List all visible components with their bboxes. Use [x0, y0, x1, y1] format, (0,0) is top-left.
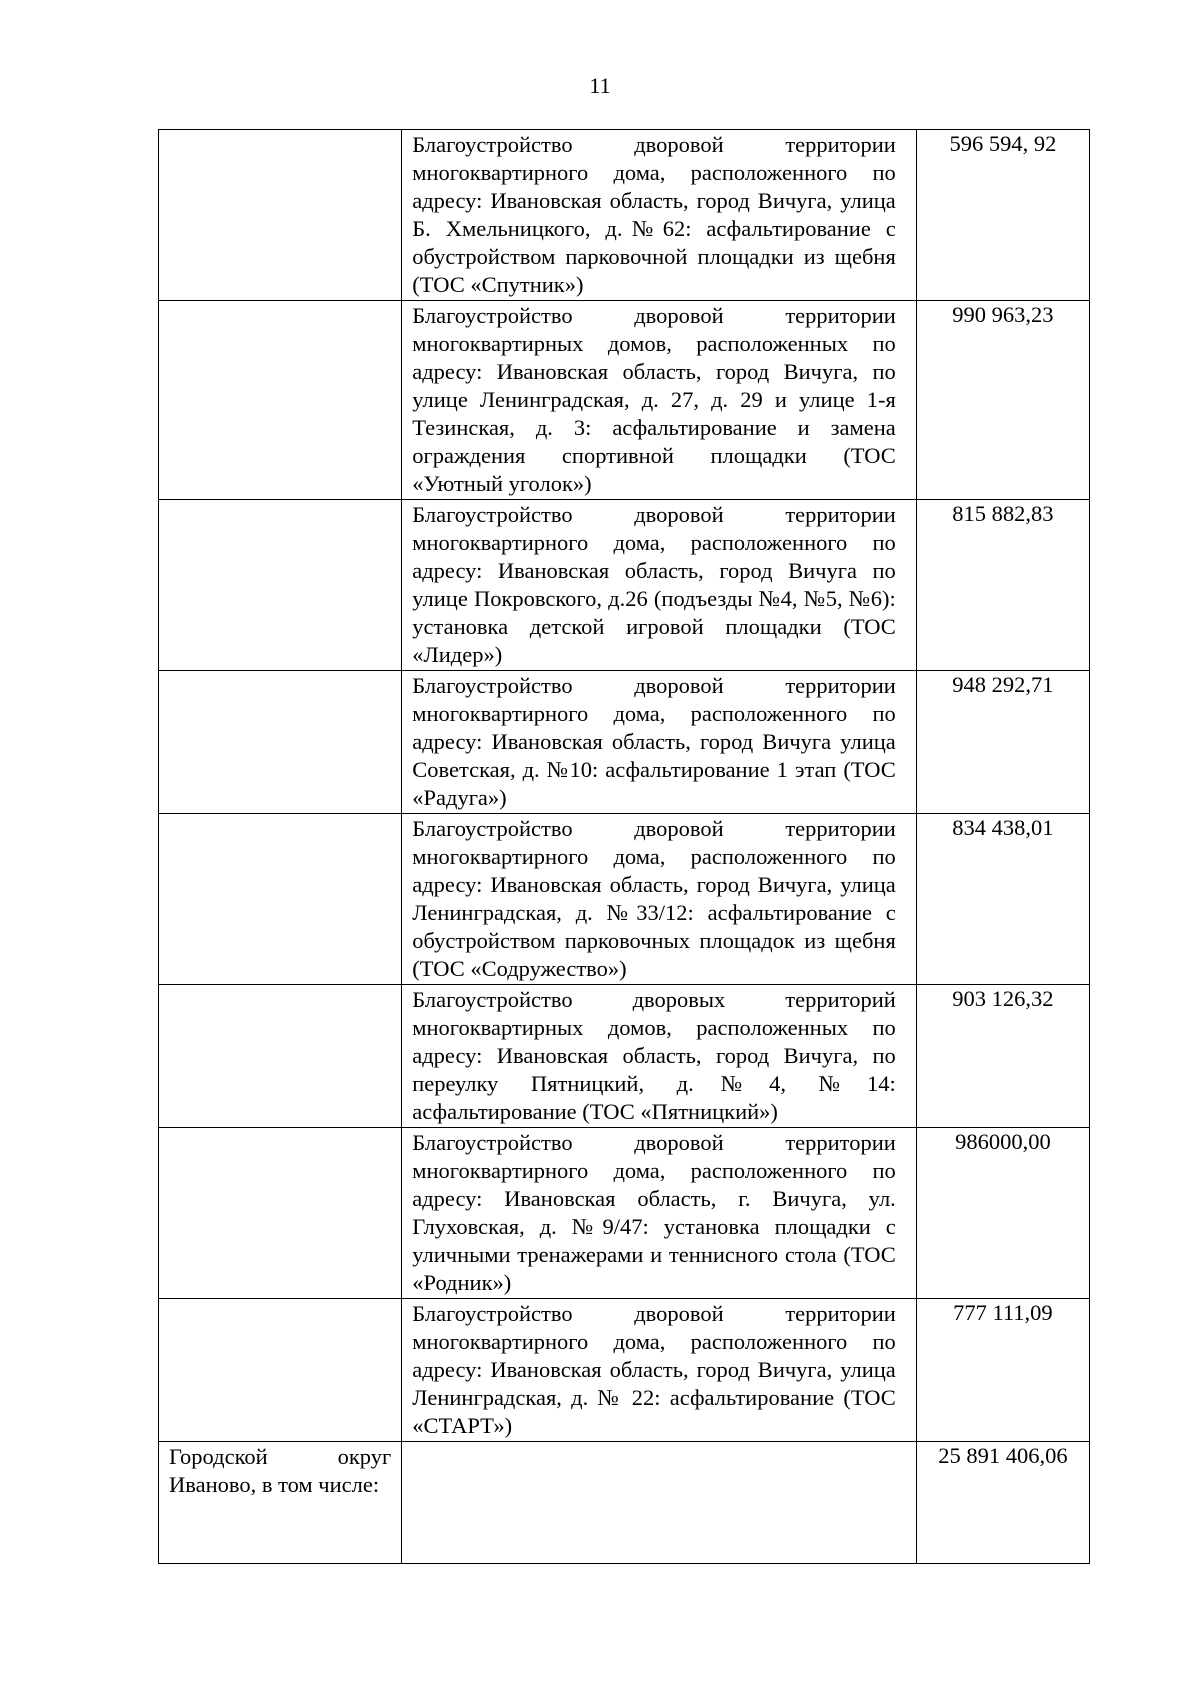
region-cell: [159, 1128, 402, 1299]
amount-cell: 596 594, 92: [916, 130, 1089, 301]
table-row: [159, 671, 1090, 814]
region-cell: [159, 301, 402, 500]
table-row: [159, 1299, 1090, 1442]
amount-cell: 986000,00: [916, 1128, 1089, 1299]
description-cell: Благоустройство дворовой территории многоквартирного дома, расположенного по адресу: Ивановская область, город Вичуга, улица Ленинградская, д. №33/12: асфальтирование с обустройством парковочных площадок из щебня (ТОС «Содружество»): [402, 814, 917, 985]
region-cell: [159, 500, 402, 671]
table-row: [159, 985, 1090, 1128]
amount-cell: 948 292,71: [916, 671, 1089, 814]
table-row: [159, 500, 1090, 671]
table-row: [159, 301, 1090, 500]
region-cell: [159, 985, 402, 1128]
description-cell: Благоустройство дворовой территории многоквартирного дома, расположенного по адресу: Ивановская область, город Вичуга, улица Б. Хмельницкого, д.№62: асфальтирование с обустройством парковочной площадки из щебня (ТОС «Спутник»): [402, 130, 917, 301]
description-cell: Благоустройство дворовой территории многоквартирного дома, расположенного по адресу: Ивановская область, город Вичуга, улица Ленинградская, д. № 22: асфальтирование (ТОС «СТАРТ»): [402, 1299, 917, 1442]
amount-cell: 815 882,83: [916, 500, 1089, 671]
region-cell: [159, 814, 402, 985]
total-amount-cell: 25 891 406,06: [916, 1442, 1089, 1564]
description-cell: [402, 1442, 917, 1564]
description-cell: Благоустройство дворовой территории многоквартирного дома, расположенного по адресу: Ивановская область, город Вичуга по улице Покровского, д.26 (подъезды №4, №5, №6): установка детской игровой площадки (ТОС «Лидер»): [402, 500, 917, 671]
description-cell: Благоустройство дворовых территорий многоквартирных домов, расположенных по адресу: Ивановская область, город Вичуга, по переулку Пятницкий, д.№4, №14: асфальтирование (ТОС «Пятницкий»): [402, 985, 917, 1128]
funding-table: [158, 129, 1090, 1564]
amount-cell: 777 111,09: [916, 1299, 1089, 1442]
table-row: [159, 1128, 1090, 1299]
amount-cell: 990 963,23: [916, 301, 1089, 500]
region-cell: [159, 671, 402, 814]
description-cell: Благоустройство дворовой территории многоквартирных домов, расположенных по адресу: Ивановская область, город Вичуга, по улице Ленинградская, д. 27, д. 29 и улице 1-я Тезинская, д. 3: асфальтирование и замена ограждения спортивной площадки (ТОС «Уютный уголок»): [402, 301, 917, 500]
total-row: [159, 1442, 1090, 1564]
region-cell: [159, 1299, 402, 1442]
description-cell: Благоустройство дворовой территории многоквартирного дома, расположенного по адресу: Ивановская область, г. Вичуга, ул. Глуховская, д. №9/47: установка площадки с уличными тренажерами и теннисного стола (ТОС «Родник»): [402, 1128, 917, 1299]
amount-cell: 834 438,01: [916, 814, 1089, 985]
region-cell: Городской округ Иваново, в том числе:: [159, 1442, 402, 1564]
amount-cell: 903 126,32: [916, 985, 1089, 1128]
table-row: [159, 814, 1090, 985]
description-cell: Благоустройство дворовой территории многоквартирного дома, расположенного по адресу: Ивановская область, город Вичуга улица Советская, д. №10: асфальтирование 1 этап (ТОС «Радуга»): [402, 671, 917, 814]
page-number: 11: [589, 73, 611, 98]
table-row: [159, 130, 1090, 301]
region-cell: [159, 130, 402, 301]
